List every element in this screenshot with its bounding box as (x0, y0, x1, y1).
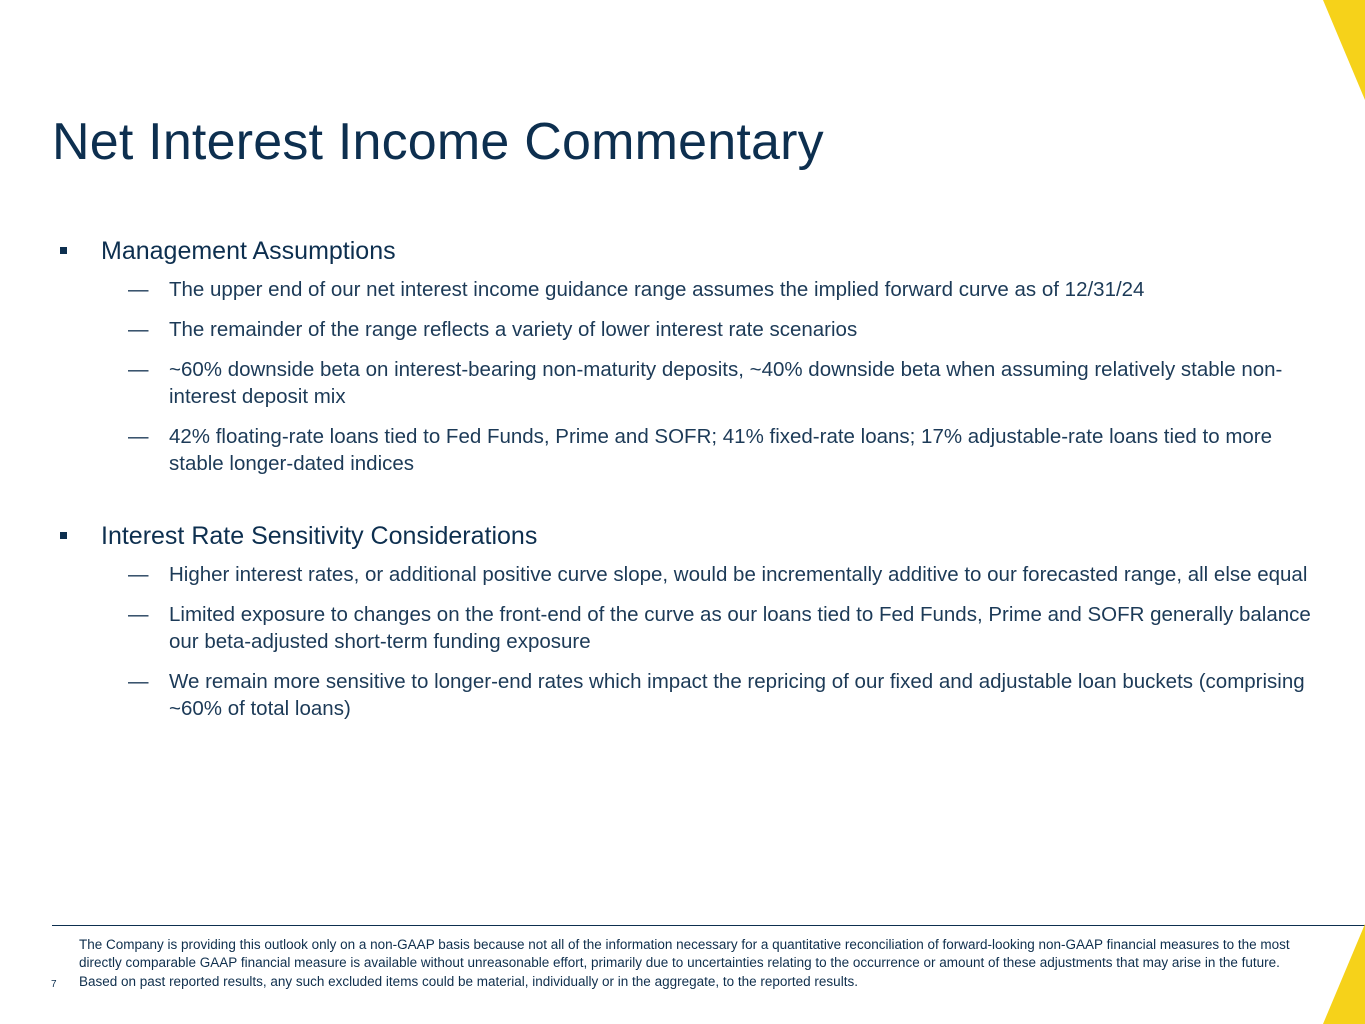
section-rate-sensitivity (58, 517, 1318, 722)
section-heading-text: Management Assumptions (101, 237, 396, 265)
page-title: Net Interest Income Commentary (52, 113, 824, 171)
list-item (58, 356, 1318, 410)
dash-icon: — (128, 318, 149, 341)
footer-divider (52, 925, 1365, 926)
list-item-text: We remain more sensitive to longer-end rates which impact the repricing of our fixed and adjustable loan buckets (comprising ~60% of total loans) (169, 670, 1305, 720)
accent-triangle-bottom (1323, 924, 1365, 1024)
dash-icon: — (128, 670, 149, 693)
list-item-text: ~60% downside beta on interest-bearing non-maturity deposits, ~40% downside beta when assuming relatively stable non-interest deposit mix (169, 358, 1283, 408)
square-bullet-icon (60, 247, 67, 254)
section-management-assumptions (58, 232, 1318, 477)
slide-content (58, 232, 1318, 762)
section-heading (58, 517, 1318, 555)
list-item (58, 316, 1318, 343)
list-item-text: Limited exposure to changes on the front-end of the curve as our loans tied to Fed Funds, Prime and SOFR generally balance our beta-adjusted short-term funding exposure (169, 603, 1311, 653)
dash-icon: — (128, 425, 149, 448)
list-item-text: The remainder of the range reflects a variety of lower interest rate scenarios (169, 318, 858, 341)
page-number: 7 (51, 979, 57, 990)
dash-icon: — (128, 563, 149, 586)
bullet-list (58, 561, 1318, 722)
list-item-text: Higher interest rates, or additional positive curve slope, would be incrementally additive to our forecasted range, all else equal (169, 563, 1308, 586)
section-heading-text: Interest Rate Sensitivity Considerations (101, 522, 538, 550)
footnote: The Company is providing this outlook only on a non-GAAP basis because not all of the information necessary for a quantitative reconciliation of forward-looking non-GAAP financial measures to the most directly comparable GAAP financial measure is available without unreasonable effort, primarily due to uncertainties relating to the occurrence or amount of these adjustments that may arise in the future. Based on past reported results, any such excluded items could be material, individually or in the aggregate, to the reported results. (79, 937, 1290, 989)
bullet-list (58, 276, 1318, 477)
list-item (58, 423, 1318, 477)
list-item (58, 668, 1318, 722)
list-item (58, 561, 1318, 588)
list-item-text: 42% floating-rate loans tied to Fed Funds, Prime and SOFR; 41% fixed-rate loans; 17% adjustable-rate loans tied to more stable longer-dated indices (169, 425, 1273, 475)
list-item-text: The upper end of our net interest income guidance range assumes the implied forward curve as of 12/31/24 (169, 278, 1145, 301)
dash-icon: — (128, 358, 149, 381)
list-item (58, 276, 1318, 303)
square-bullet-icon (60, 532, 67, 539)
accent-triangle-top (1323, 0, 1365, 100)
dash-icon: — (128, 603, 149, 626)
list-item (58, 601, 1318, 655)
dash-icon: — (128, 278, 149, 301)
section-heading (58, 232, 1318, 270)
